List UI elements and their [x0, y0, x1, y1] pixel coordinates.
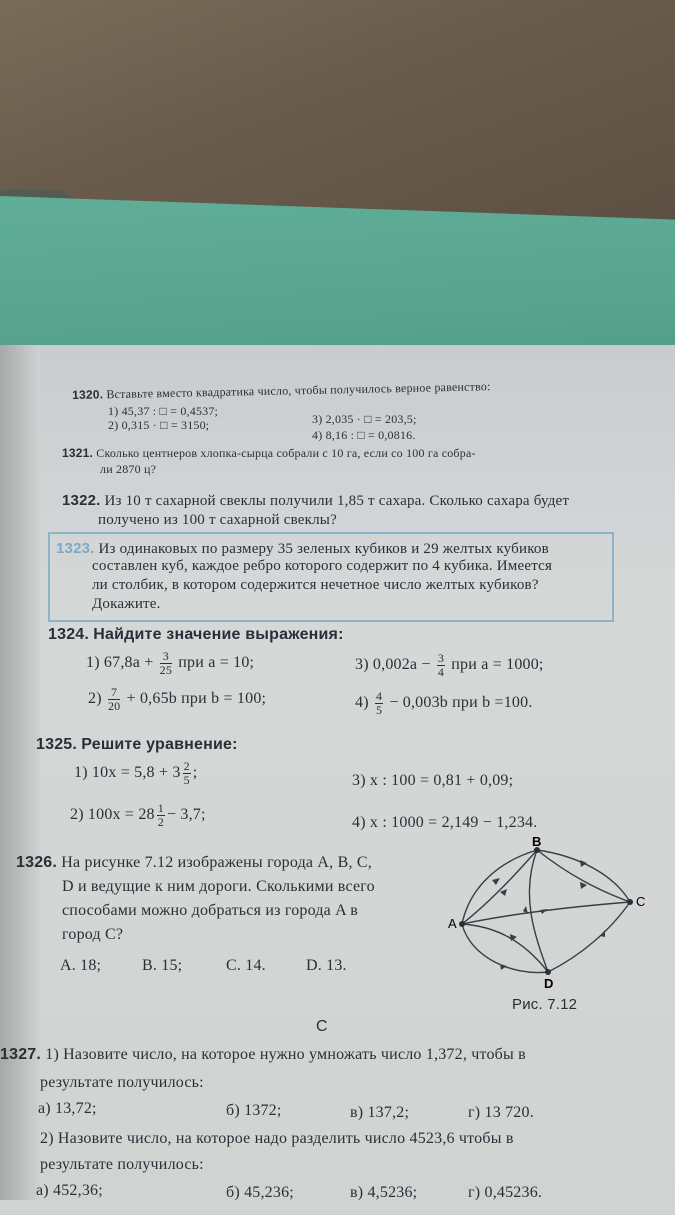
q1-option-b: б) 1372; — [226, 1102, 282, 1119]
arrow-icon — [492, 878, 500, 885]
denominator: 20 — [107, 699, 121, 713]
problem-1320-item-4: 4) 8,16 : □ = 0,0816. — [312, 428, 416, 442]
q1-option-a: а) 13,72; — [38, 1100, 97, 1117]
arrow-icon — [540, 909, 548, 914]
problem-1323-line3: ли столбик, в котором содержится нечетное число желтых кубиков? — [92, 577, 539, 593]
denominator: 25 — [159, 663, 173, 677]
numerator: 3 — [160, 650, 172, 664]
q1-line1: 1) Назовите число, на которое нужно умножать число 1,372, чтобы в — [45, 1046, 526, 1063]
answer-c: C. 14. — [226, 957, 266, 974]
city-a-dot — [459, 921, 465, 927]
q2-option-b: б) 45,236; — [226, 1184, 294, 1201]
city-c-dot — [627, 899, 633, 905]
q1-option-d: г) 13 720. — [468, 1104, 534, 1121]
problem-1325-item-3: 3) x : 100 = 0,81 + 0,09; — [352, 772, 514, 789]
problem-1325-item-1 — [74, 760, 197, 787]
expr-part: + 0,65b при b = 100; — [126, 690, 267, 708]
problem-number: 1321. — [62, 446, 94, 460]
problem-1326 — [16, 854, 372, 872]
city-d-label: D — [544, 976, 554, 991]
numerator: 7 — [108, 686, 120, 700]
problem-1325-item-4: 4) x : 1000 = 2,149 − 1,234. — [352, 814, 538, 831]
problem-1320-item-1: 1) 45,37 : □ = 0,4537; — [108, 404, 219, 418]
denominator: 2 — [157, 815, 164, 829]
problem-title: Найдите значение выражения: — [93, 626, 344, 643]
problem-1324-item-3 — [355, 652, 544, 679]
problem-1324-title — [48, 626, 344, 644]
problem-text-line1: Из 10 т сахарной свеклы получили 1,85 т сахара. Сколько сахара будет — [104, 493, 570, 509]
problem-1321-line2: ли 2870 ц? — [100, 462, 157, 476]
problem-number: 1320. — [72, 387, 104, 402]
answer-a: A. 18; — [60, 957, 102, 974]
problem-number: 1325. — [36, 736, 78, 753]
expr-part: 1) 67,8a + — [86, 654, 154, 672]
arrow-icon — [600, 930, 605, 937]
expr-part: 2) 100x = 28 — [70, 806, 155, 824]
expr-part: при a = 10; — [178, 654, 255, 672]
expr-part: 3) 0,002a − — [355, 656, 431, 674]
problem-number: 1327. — [0, 1046, 42, 1063]
fraction — [160, 650, 172, 677]
q2-option-c: в) 4,5236; — [350, 1184, 418, 1201]
expr-part: при a = 1000; — [451, 656, 544, 674]
problem-number: 1323. — [56, 540, 95, 557]
section-letter: C — [316, 1018, 328, 1035]
problem-1320-item-3: 3) 2,035 · □ = 203,5; — [312, 412, 417, 426]
problem-1323-line4: Докажите. — [92, 596, 161, 612]
problem-1325-item-2 — [70, 802, 206, 829]
problem-text-line1: Из одинаковых по размеру 35 зеленых кубиков и 29 желтых кубиков — [98, 541, 549, 557]
problem-1322-line2: получено из 100 т сахарной свеклы? — [98, 512, 337, 528]
problem-number: 1326. — [16, 854, 58, 871]
numerator: 4 — [375, 689, 383, 703]
expr-part: 1) 10x = 5,8 + 3 — [74, 764, 181, 782]
q1-line2: результате получилось: — [40, 1074, 204, 1091]
problem-1327 — [0, 1046, 526, 1064]
page-edge-shadow — [0, 345, 40, 1200]
problem-text: Вставьте вместо квадратика число, чтобы получилось верное равенство: — [106, 379, 491, 402]
figure-caption: Рис. 7.12 — [512, 996, 578, 1013]
fraction — [183, 760, 191, 787]
answer-b: B. 15; — [142, 957, 183, 974]
q2-line1: 2) Назовите число, на которое надо разделить число 4523,6 чтобы в — [40, 1130, 514, 1147]
arrow-icon — [500, 889, 507, 896]
city-d-dot — [545, 969, 551, 975]
expr-part: ; — [192, 764, 198, 782]
expr-part: 4) — [355, 694, 369, 712]
problem-1324-item-4 — [355, 690, 533, 717]
problem-1326-line2: D и ведущие к ним дороги. Сколькими всего — [62, 878, 375, 895]
road-graph-figure — [440, 836, 660, 996]
problem-1324-item-1 — [86, 650, 254, 677]
fraction — [108, 686, 120, 713]
problem-1326-line4: город C? — [62, 926, 124, 943]
q2-option-d: г) 0,45236. — [468, 1184, 543, 1201]
q2-line2: результате получилось: — [40, 1156, 204, 1173]
problem-1320-item-2: 2) 0,315 · □ = 3150; — [108, 418, 210, 432]
problem-1323-line2: составлен куб, каждое ребро которого содержит по 4 кубика. Имеется — [92, 558, 553, 574]
q2-option-a: а) 452,36; — [36, 1182, 103, 1199]
problem-number: 1322. — [62, 492, 101, 509]
road-b-c-2 — [537, 850, 630, 902]
denominator: 5 — [183, 773, 190, 787]
numerator: 1 — [157, 801, 164, 815]
fraction — [375, 690, 383, 717]
problem-text-line1: На рисунке 7.12 изображены города A, B, C, — [61, 854, 372, 871]
city-b-label: B — [532, 836, 542, 849]
city-c-label: C — [636, 894, 646, 909]
expr-part: 2) — [88, 690, 102, 708]
road-b-c-1 — [537, 850, 630, 902]
expr-part: − 0,003b при b =100. — [389, 694, 533, 712]
problem-1325-title — [36, 736, 238, 754]
problem-title: Решите уравнение: — [81, 736, 238, 753]
numerator: 2 — [183, 759, 190, 773]
denominator: 4 — [437, 665, 445, 679]
problem-1322 — [62, 492, 569, 510]
fraction — [157, 802, 165, 829]
q1-option-c: в) 137,2; — [350, 1104, 410, 1121]
problem-1324-item-2 — [88, 686, 266, 713]
road-a-c — [462, 902, 630, 924]
city-a-label: A — [448, 916, 457, 931]
problem-text-line1: Сколько центнеров хлопка-сырца собрали с 10 га, если со 100 га собра- — [96, 446, 476, 460]
arrow-icon — [580, 860, 587, 867]
answer-d: D. 13. — [306, 957, 347, 974]
problem-number: 1324. — [48, 626, 90, 643]
problem-1326-line3: способами можно добраться из города A в — [62, 902, 359, 919]
problem-1323 — [56, 540, 549, 558]
expr-part: − 3,7; — [166, 806, 206, 824]
denominator: 5 — [375, 703, 383, 717]
fraction — [437, 652, 445, 679]
road-d-c — [548, 902, 630, 972]
arrow-icon — [580, 882, 587, 889]
problem-1321 — [62, 446, 476, 461]
numerator: 3 — [437, 651, 445, 665]
